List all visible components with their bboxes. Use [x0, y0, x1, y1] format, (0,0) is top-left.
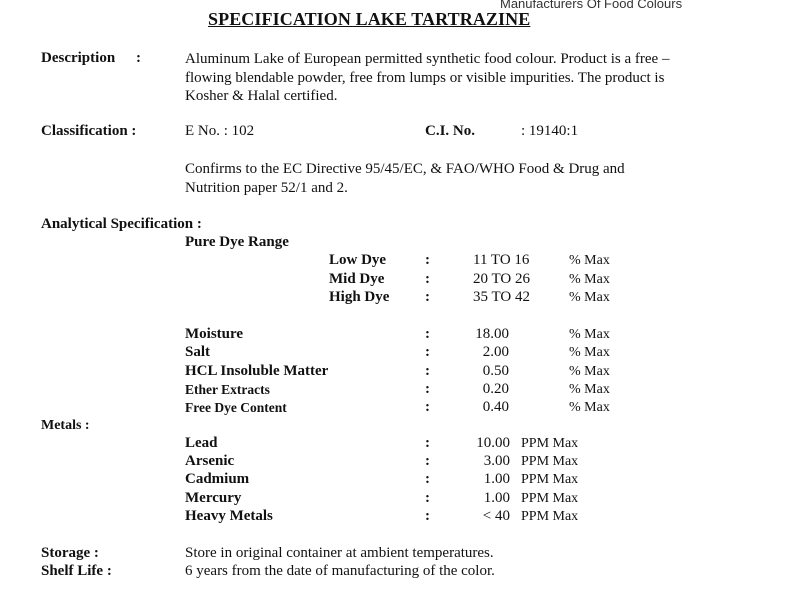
metal-row-value: 1.00 [483, 490, 510, 506]
metal-row-colon: : [425, 508, 430, 524]
metal-row-name: Mercury [185, 490, 242, 506]
param-row-colon: : [425, 326, 430, 342]
param-row-value: 2.00 [482, 344, 509, 360]
shelf-life-value: 6 years from the date of manufacturing of the color. [185, 563, 495, 579]
storage-value: Store in original container at ambient temperatures. [185, 545, 494, 561]
param-row-value: 0.40 [482, 399, 509, 415]
metal-row-name: Cadmium [185, 471, 250, 487]
company-tagline: Manufacturers Of Food Colours [500, 0, 683, 11]
dye-row-unit: % Max [569, 290, 610, 305]
metal-row-colon: : [425, 471, 430, 487]
dye-row-unit: % Max [569, 272, 610, 287]
document-title: SPECIFICATION LAKE TARTRAZINE [208, 9, 531, 29]
pure-dye-label: Pure Dye Range [185, 234, 289, 250]
conformity-line: Nutrition paper 52/1 and 2. [185, 179, 348, 196]
shelf-life-label: Shelf Life : [41, 563, 112, 579]
param-row-unit: % Max [569, 345, 610, 360]
ci-number-value: : 19140:1 [521, 123, 579, 139]
metal-row-unit: PPM Max [521, 472, 579, 487]
param-row-value: 0.50 [482, 363, 509, 379]
description-line: Kosher & Halal certified. [185, 88, 338, 104]
metal-row-name: Heavy Metals [185, 508, 273, 524]
dye-row-colon: : [425, 252, 430, 268]
param-row-colon: : [425, 381, 430, 397]
metal-row-unit: PPM Max [521, 491, 579, 506]
e-number: E No. : 102 [185, 123, 255, 139]
param-row-name: HCL Insoluble Matter [185, 363, 329, 379]
metal-row-name: Arsenic [185, 453, 235, 469]
metal-row-value: 1.00 [483, 471, 510, 487]
param-row-unit: % Max [569, 400, 610, 415]
metal-row-colon: : [425, 435, 430, 451]
dye-row-value: 11 TO 16 [473, 252, 530, 268]
metal-row-value: 10.00 [476, 435, 510, 451]
metal-row-name: Lead [185, 435, 218, 451]
param-row-value: 0.20 [482, 381, 509, 397]
param-row-name: Ether Extracts [185, 382, 270, 397]
param-row-unit: % Max [569, 382, 610, 397]
param-row-colon: : [425, 344, 430, 360]
description-colon: : [136, 50, 141, 66]
param-row-unit: % Max [569, 364, 610, 379]
description-text [185, 50, 745, 106]
param-row-colon: : [425, 399, 430, 415]
metals-label: Metals : [41, 418, 90, 433]
metal-row-colon: : [425, 453, 430, 469]
description-line: Aluminum Lake of European permitted synthetic food colour. Product is a free – [185, 51, 670, 67]
conformity-text [185, 160, 745, 197]
conformity-line: Confirms to the EC Directive 95/45/EC, & FAO/WHO Food & Drug and [185, 161, 625, 177]
param-row-value: 18.00 [475, 326, 509, 342]
param-row-colon: : [425, 363, 430, 379]
dye-row-unit: % Max [569, 253, 610, 268]
dye-row-value: 20 TO 26 [473, 271, 530, 287]
param-row-name: Moisture [185, 326, 244, 342]
metal-row-value: 3.00 [483, 453, 510, 469]
param-row-name: Salt [185, 344, 211, 360]
dye-row-colon: : [425, 271, 430, 287]
ci-number-label: C.I. No. [425, 123, 476, 139]
classification-label: Classification : [41, 123, 137, 139]
dye-row-name: Mid Dye [329, 271, 385, 287]
dye-row-value: 35 TO 42 [473, 289, 530, 305]
param-row-name: Free Dye Content [185, 400, 287, 415]
dye-row-name: High Dye [329, 289, 390, 305]
analytical-label: Analytical Specification : [41, 216, 202, 232]
metal-row-unit: PPM Max [521, 454, 579, 469]
storage-label: Storage : [41, 545, 99, 561]
metal-row-colon: : [425, 490, 430, 506]
metal-row-value: < 40 [482, 508, 510, 524]
dye-row-name: Low Dye [329, 252, 387, 268]
param-row-unit: % Max [569, 327, 610, 342]
dye-row-colon: : [425, 289, 430, 305]
description-label: Description [41, 50, 116, 66]
metal-row-unit: PPM Max [521, 436, 579, 451]
metal-row-unit: PPM Max [521, 509, 579, 524]
description-line: flowing blendable powder, free from lumps or visible impurities. The product is [185, 69, 665, 86]
